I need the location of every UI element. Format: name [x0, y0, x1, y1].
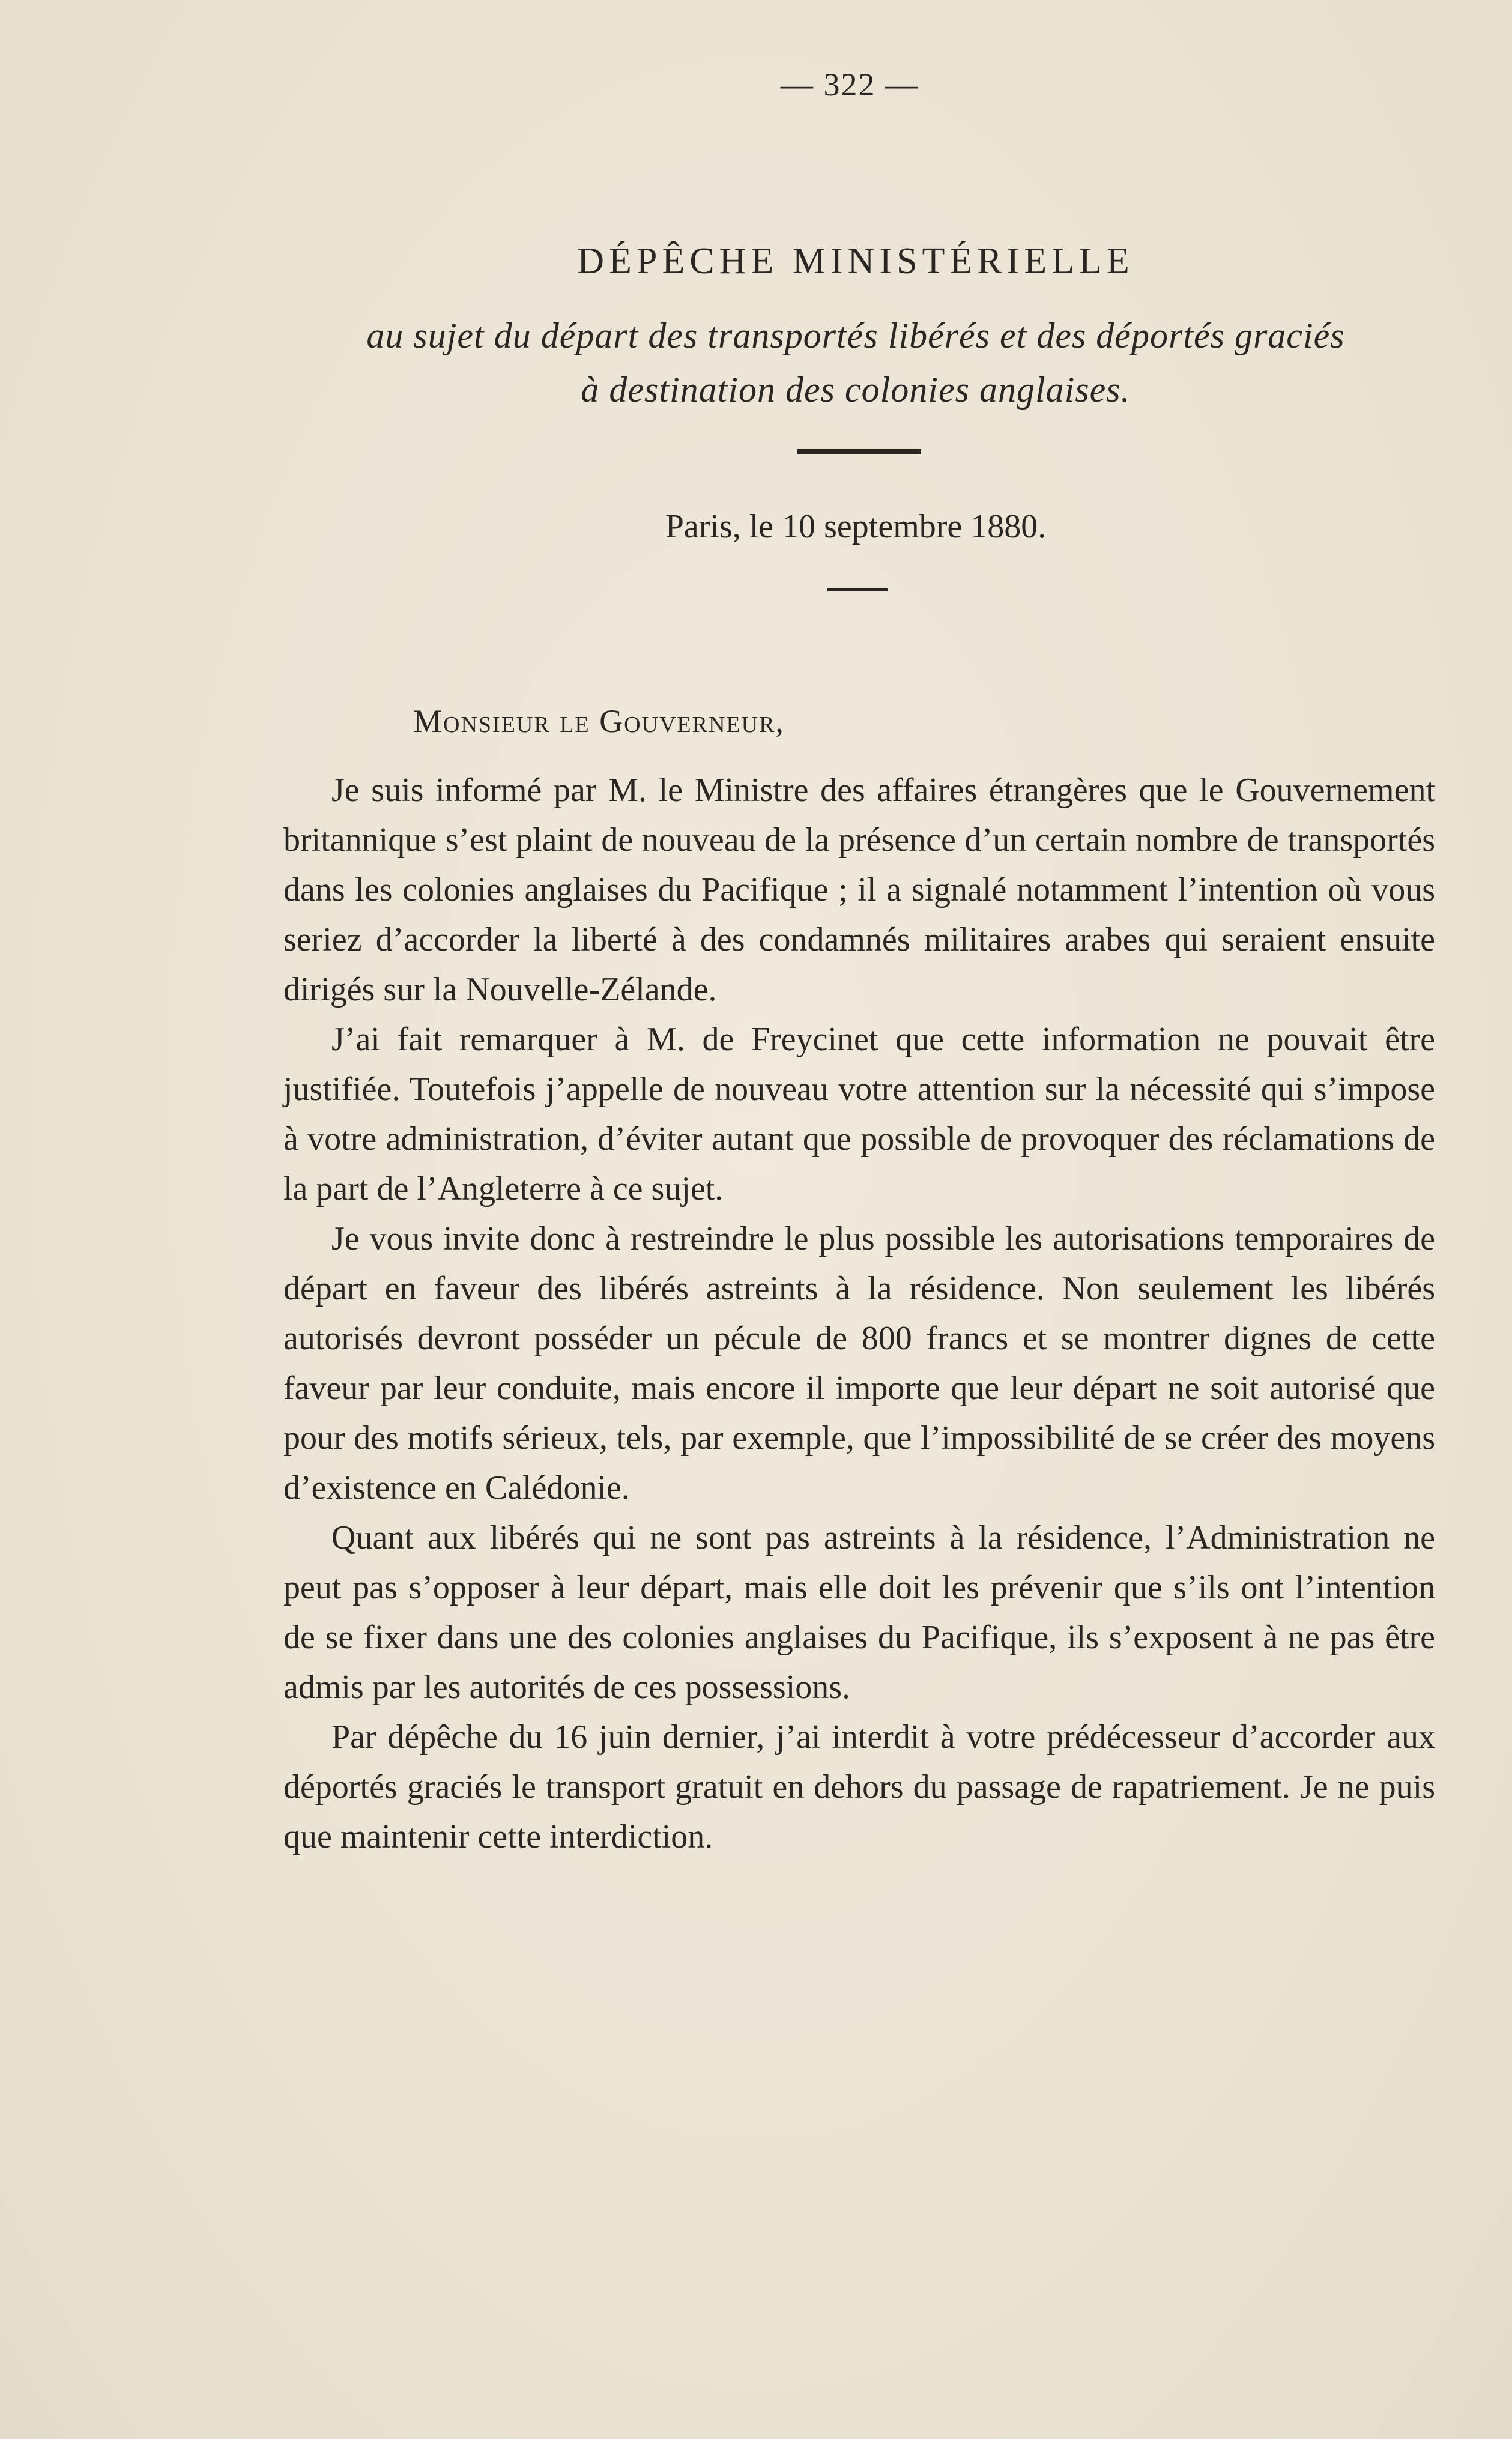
- paragraph: J’ai fait remarquer à M. de Freycinet que cette information ne pouvait être justifiée. Toutefois j’appelle de nouveau votre attention sur la nécessité qui s’impose à votre administration, d’éviter autant que possible de provoquer des réclamations de la part de l’Angleterre à ce sujet.: [283, 1021, 1435, 1207]
- dateline: Paris, le 10 septembre 1880.: [665, 508, 1047, 545]
- separator-rule-top: [797, 449, 921, 454]
- page-number: — 322 —: [781, 67, 919, 103]
- subtitle-line-1: au sujet du départ des transportés libérés et des déportés graciés: [366, 316, 1345, 355]
- salutation: Monsieur le Gouverneur,: [413, 703, 785, 739]
- subtitle-line-2: à destination des colonies anglaises.: [581, 370, 1131, 410]
- paragraph: Je suis informé par M. le Ministre des affaires étrangères que le Gouvernement britannique s’est plaint de nouveau de la présence d’un certain nombre de transportés dans les colonies anglaises du Pacifique ; il a signalé notamment l’intention où vous seriez d’accorder la liberté à des condamnés militaires arabes qui seraient ensuite dirigés sur la Nouvelle-Zélande.: [283, 772, 1435, 1008]
- paragraph: Quant aux libérés qui ne sont pas astreints à la résidence, l’Administration ne peut pas s’opposer à leur départ, mais elle doit les prévenir que s’ils ont l’intention de se fixer dans une des colonies anglaises du Pacifique, ils s’exposent à ne pas être admis par les autorités de ces possessions.: [283, 1519, 1435, 1706]
- separator-rule-bottom: [827, 588, 888, 591]
- document-title: DÉPÊCHE MINISTÉRIELLE: [577, 241, 1134, 282]
- paragraph: Par dépêche du 16 juin dernier, j’ai interdit à votre prédécesseur d’accorder aux déportés graciés le transport gratuit en dehors du passage de rapatriement. Je ne puis que maintenir cette interdiction.: [283, 1718, 1435, 1855]
- body-text: [283, 766, 1435, 1862]
- paragraph: Je vous invite donc à restreindre le plus possible les autorisations temporaires de départ en faveur des libérés astreints à la résidence. Non seulement les libérés autorisés devront posséder un pécule de 800 francs et se montrer dignes de cette faveur par leur conduite, mais encore il importe que leur départ ne soit autorisé que pour des motifs sérieux, tels, par exemple, que l’impossibilité de se créer des moyens d’existence en Calédonie.: [283, 1220, 1435, 1507]
